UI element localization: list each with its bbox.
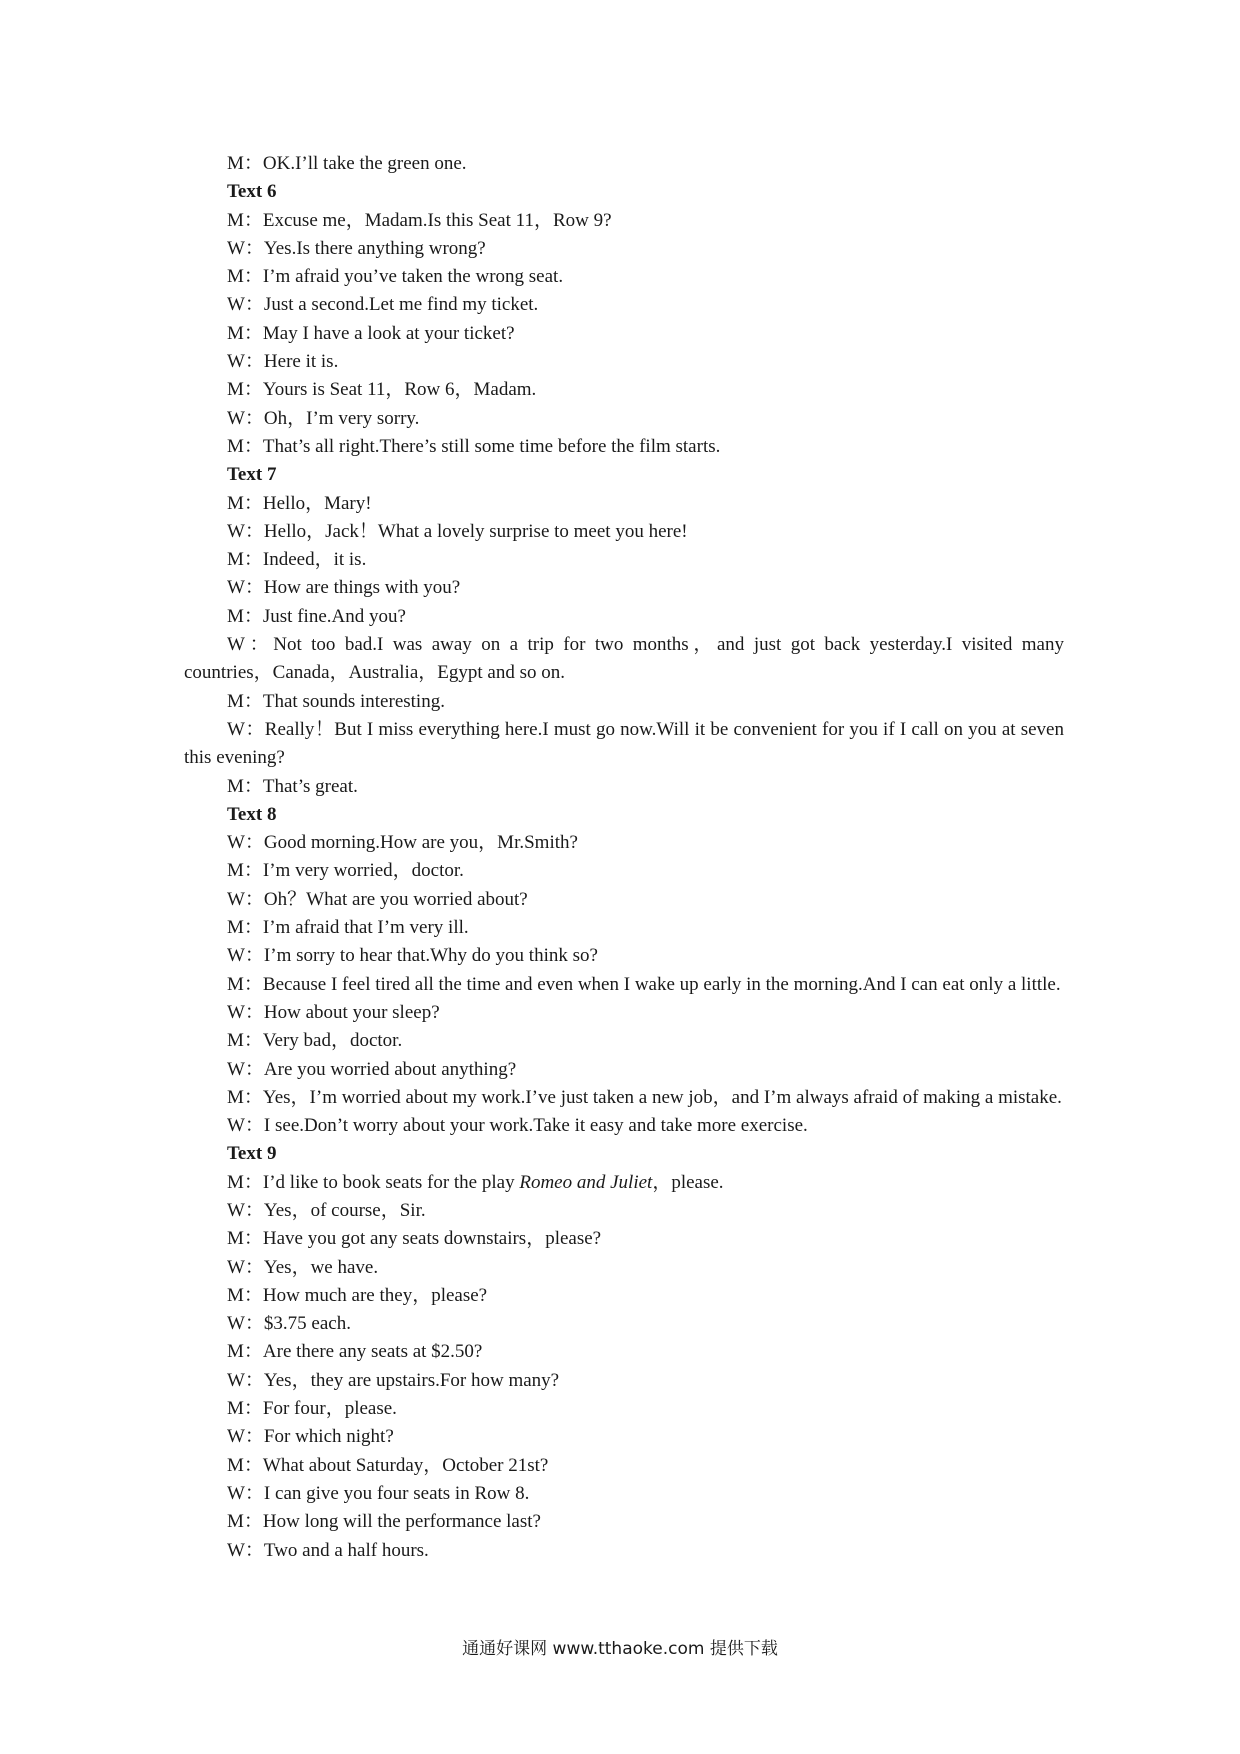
- line-text: W：Yes，of course，Sir.: [227, 1199, 426, 1221]
- dialogue-line: [184, 857, 1064, 885]
- dialogue-line: [184, 291, 1064, 319]
- line-text: W：I’m sorry to hear that.Why do you think so?: [227, 945, 598, 967]
- dialogue-line: [184, 1282, 1064, 1310]
- dialogue-line: [184, 886, 1064, 914]
- line-text: W：How about your sleep?: [227, 1001, 440, 1023]
- line-text: W：Really！But I miss everything here.I must go now.Will it be convenient for you if I call on you at seven this evening?: [184, 718, 1064, 769]
- heading-text: Text 6: [227, 181, 277, 203]
- line-text: M：Yes，I’m worried about my work.I’ve just taken a new job，and I’m always afraid of making a mistake.: [227, 1086, 1062, 1108]
- dialogue-line: [184, 376, 1064, 404]
- line-text: W：Hello，Jack！What a lovely surprise to meet you here!: [227, 520, 688, 542]
- dialogue-line: [184, 1310, 1064, 1338]
- dialogue-line: [184, 914, 1064, 942]
- line-text: W：Just a second.Let me find my ticket.: [227, 294, 539, 316]
- dialogue-line: [184, 1480, 1064, 1508]
- line-text-after: ，please.: [652, 1171, 724, 1193]
- dialogue-line: [184, 433, 1064, 461]
- line-text: M：Excuse me，Madam.Is this Seat 11，Row 9?: [227, 209, 612, 231]
- line-text: W：Yes.Is there anything wrong?: [227, 237, 486, 259]
- dialogue-line: [184, 1367, 1064, 1395]
- line-text: W：Oh，I’m very sorry.: [227, 407, 420, 429]
- dialogue-line: [184, 263, 1064, 291]
- dialogue-line: [184, 1169, 1064, 1197]
- line-text: M：Very bad，doctor.: [227, 1030, 403, 1052]
- dialogue-line: [184, 1027, 1064, 1055]
- dialogue-line: [184, 688, 1064, 716]
- section-heading: [184, 461, 1064, 489]
- line-text: M：I’m afraid you’ve taken the wrong seat.: [227, 266, 564, 288]
- play-title: Romeo and Juliet: [519, 1171, 653, 1193]
- line-text: M：I’d like to book seats for the play: [227, 1171, 520, 1193]
- dialogue-line: [184, 971, 1064, 999]
- line-text: W：Here it is.: [227, 351, 339, 373]
- line-text: W：$3.75 each.: [227, 1313, 351, 1335]
- line-text: W：Not too bad.I was away on a trip for two months，and just got back yesterday.I visited many countries，Canada，Australia，Egypt and so on.: [184, 634, 1064, 684]
- page-footer: [0, 1634, 1240, 1659]
- line-text: W：Yes，they are upstairs.For how many?: [227, 1369, 560, 1391]
- line-text: M：Because I feel tired all the time and even when I wake up early in the morning.And I can eat only a little.: [227, 973, 1061, 995]
- dialogue-line: [184, 518, 1064, 546]
- dialogue-line: [184, 1084, 1064, 1112]
- dialogue-line: [184, 1112, 1064, 1140]
- dialogue-line: [184, 1452, 1064, 1480]
- dialogue-line: [184, 773, 1064, 801]
- dialogue-line: [184, 150, 1064, 178]
- dialogue-line: [184, 320, 1064, 348]
- dialogue-line: [184, 207, 1064, 235]
- section-heading: [184, 801, 1064, 829]
- dialogue-line: [184, 1056, 1064, 1084]
- dialogue-line: [184, 1395, 1064, 1423]
- line-text: M：What about Saturday，October 21st?: [227, 1454, 549, 1476]
- line-text: M：That’s all right.There’s still some time before the film starts.: [227, 435, 721, 457]
- line-text: M：Indeed，it is.: [227, 549, 367, 571]
- dialogue-line: [184, 1225, 1064, 1253]
- transcript-body: [184, 150, 1064, 1565]
- dialogue-line: [184, 716, 1064, 773]
- line-text: M：Are there any seats at $2.50?: [227, 1341, 483, 1363]
- dialogue-line: [184, 631, 1064, 688]
- line-text: W：Yes，we have.: [227, 1256, 379, 1278]
- heading-text: Text 9: [227, 1143, 277, 1165]
- dialogue-line: [184, 1197, 1064, 1225]
- line-text: M：Have you got any seats downstairs，please?: [227, 1228, 602, 1250]
- dialogue-line: [184, 405, 1064, 433]
- line-text: M：How much are they，please?: [227, 1284, 488, 1306]
- line-text: W：I can give you four seats in Row 8.: [227, 1482, 530, 1504]
- line-text: M：May I have a look at your ticket?: [227, 322, 515, 344]
- dialogue-line: [184, 1423, 1064, 1451]
- dialogue-line: [184, 829, 1064, 857]
- dialogue-line: [184, 490, 1064, 518]
- line-text: M：I’m afraid that I’m very ill.: [227, 917, 469, 939]
- line-text: W：Are you worried about anything?: [227, 1058, 517, 1080]
- dialogue-line: [184, 574, 1064, 602]
- dialogue-line: [184, 942, 1064, 970]
- section-heading: [184, 178, 1064, 206]
- footer-text: 通通好课网 www.tthaoke.com 提供下载: [462, 1639, 778, 1659]
- dialogue-line: [184, 603, 1064, 631]
- dialogue-line: [184, 1338, 1064, 1366]
- line-text: M：Yours is Seat 11，Row 6，Madam.: [227, 379, 537, 401]
- line-text: W：Oh？What are you worried about?: [227, 888, 528, 910]
- line-text: W：How are things with you?: [227, 577, 461, 599]
- line-text: M：OK.I’ll take the green one.: [227, 153, 467, 174]
- dialogue-line: [184, 1508, 1064, 1536]
- dialogue-line: [184, 546, 1064, 574]
- heading-text: Text 7: [227, 464, 277, 486]
- line-text: W：Two and a half hours.: [227, 1539, 429, 1561]
- dialogue-line: [184, 235, 1064, 263]
- line-text: M：Hello，Mary!: [227, 492, 372, 514]
- dialogue-line: [184, 1537, 1064, 1565]
- line-text: W：For which night?: [227, 1426, 394, 1448]
- dialogue-line: [184, 999, 1064, 1027]
- line-text: M：That sounds interesting.: [227, 690, 445, 712]
- dialogue-line: [184, 1254, 1064, 1282]
- line-text: M：For four，please.: [227, 1398, 397, 1420]
- section-heading: [184, 1140, 1064, 1168]
- line-text: M：I’m very worried，doctor.: [227, 860, 464, 882]
- line-text: M：How long will the performance last?: [227, 1511, 541, 1533]
- line-text: W：Good morning.How are you，Mr.Smith?: [227, 832, 578, 854]
- line-text: M：Just fine.And you?: [227, 605, 406, 627]
- dialogue-line: [184, 348, 1064, 376]
- heading-text: Text 8: [227, 803, 277, 825]
- line-text: M：That’s great.: [227, 775, 358, 797]
- line-text: W：I see.Don’t worry about your work.Take it easy and take more exercise.: [227, 1115, 808, 1137]
